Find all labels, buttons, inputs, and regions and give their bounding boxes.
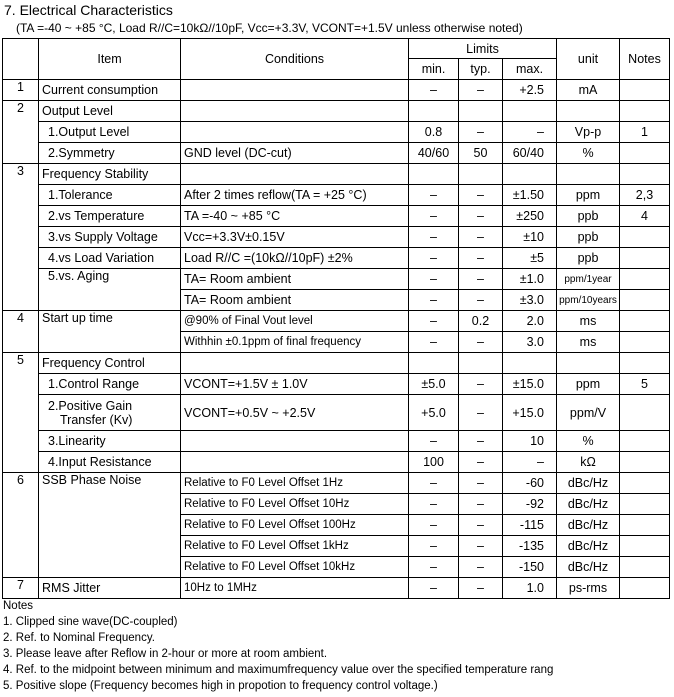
row-conditions [181, 353, 409, 374]
row-min: – [409, 248, 459, 269]
row-number: 7 [3, 578, 39, 599]
row-item [39, 395, 181, 431]
row-item [39, 143, 181, 164]
table-row [3, 122, 670, 143]
table-row [3, 452, 670, 473]
row-typ: – [459, 578, 503, 599]
row-max [503, 353, 557, 374]
row-unit: ppb [557, 227, 620, 248]
row-max: – [503, 122, 557, 143]
row-typ: 0.2 [459, 311, 503, 332]
row-conditions: After 2 times reflow(TA = +25 °C) [181, 185, 409, 206]
row-number: 1 [3, 80, 39, 101]
row-unit: ps-rms [557, 578, 620, 599]
header-max: max. [503, 59, 557, 80]
row-item-label: Output Level [42, 104, 113, 118]
row-conditions [181, 80, 409, 101]
table-row [3, 143, 670, 164]
row-conditions [181, 101, 409, 122]
row-note: 2,3 [620, 185, 670, 206]
row-note: 5 [620, 374, 670, 395]
row-item [39, 185, 181, 206]
table-row [3, 206, 670, 227]
row-item-label: 2.Symmetry [48, 146, 115, 160]
row-min: – [409, 332, 459, 353]
table-row [3, 431, 670, 452]
row-typ: – [459, 374, 503, 395]
row-unit: ppm/1year [557, 269, 620, 290]
row-note [620, 431, 670, 452]
row-conditions: Relative to F0 Level Offset 1Hz [181, 473, 409, 494]
row-item-label: 1.Control Range [48, 377, 140, 391]
row-item-label: 4.vs Load Variation [48, 251, 155, 265]
row-unit: ms [557, 311, 620, 332]
row-max: ±250 [503, 206, 557, 227]
table-row [3, 374, 670, 395]
row-max: +15.0 [503, 395, 557, 431]
row-min: – [409, 431, 459, 452]
table-row [3, 473, 670, 494]
row-max: 2.0 [503, 311, 557, 332]
row-unit: kΩ [557, 452, 620, 473]
row-item [39, 206, 181, 227]
row-item [39, 578, 181, 599]
row-typ [459, 101, 503, 122]
row-note [620, 311, 670, 332]
row-typ: – [459, 248, 503, 269]
row-conditions: TA= Room ambient [181, 290, 409, 311]
row-note [620, 248, 670, 269]
row-unit: ppm/V [557, 395, 620, 431]
row-conditions: Relative to F0 Level Offset 100Hz [181, 515, 409, 536]
row-item-label: 1.Tolerance [48, 188, 113, 202]
row-note [620, 473, 670, 494]
row-item-label: Current consumption [42, 83, 159, 97]
row-typ: – [459, 473, 503, 494]
row-item [39, 473, 181, 578]
row-number: 6 [3, 473, 39, 578]
row-max: 10 [503, 431, 557, 452]
row-min: – [409, 185, 459, 206]
row-note [620, 269, 670, 290]
row-item-label: 4.Input Resistance [48, 455, 152, 469]
row-max [503, 164, 557, 185]
row-min: – [409, 578, 459, 599]
row-item [39, 164, 181, 185]
notes-section [3, 598, 553, 694]
row-max: -60 [503, 473, 557, 494]
table-row [3, 101, 670, 122]
row-max: ±1.0 [503, 269, 557, 290]
row-conditions: Withhin ±0.1ppm of final frequency [181, 332, 409, 353]
row-unit: Vp-p [557, 122, 620, 143]
row-min: 100 [409, 452, 459, 473]
table-row [3, 353, 670, 374]
row-typ: – [459, 515, 503, 536]
row-number: 3 [3, 164, 39, 311]
table-row [3, 311, 670, 332]
row-typ: – [459, 206, 503, 227]
table-row [3, 164, 670, 185]
row-item [39, 122, 181, 143]
row-typ: – [459, 452, 503, 473]
row-note [620, 395, 670, 431]
row-min [409, 101, 459, 122]
row-note: 1 [620, 122, 670, 143]
row-unit: ppm [557, 374, 620, 395]
row-min: 40/60 [409, 143, 459, 164]
row-item-label: SSB Phase Noise [42, 473, 142, 487]
table-row [3, 578, 670, 599]
row-note [620, 227, 670, 248]
row-unit [557, 101, 620, 122]
header-conditions: Conditions [181, 39, 409, 80]
row-min: – [409, 269, 459, 290]
row-min: – [409, 494, 459, 515]
row-conditions: TA= Room ambient [181, 269, 409, 290]
note-item: 4. Ref. to the midpoint between minimum and maximumfrequency value over the specified temperature rang [3, 664, 554, 676]
row-conditions: @90% of Final Vout level [181, 311, 409, 332]
row-conditions [181, 164, 409, 185]
row-max: ±10 [503, 227, 557, 248]
row-number: 2 [3, 101, 39, 164]
row-min: ±5.0 [409, 374, 459, 395]
row-max: ±1.50 [503, 185, 557, 206]
row-min: – [409, 473, 459, 494]
row-conditions [181, 431, 409, 452]
table-row [3, 248, 670, 269]
row-item [39, 353, 181, 374]
row-note: 4 [620, 206, 670, 227]
row-max: +2.5 [503, 80, 557, 101]
row-note [620, 80, 670, 101]
row-min: – [409, 206, 459, 227]
row-max: 3.0 [503, 332, 557, 353]
section-title: 7. Electrical Characteristics [4, 2, 173, 18]
row-item [39, 101, 181, 122]
row-min: – [409, 80, 459, 101]
row-unit: ppb [557, 248, 620, 269]
row-number: 4 [3, 311, 39, 353]
row-conditions: TA =-40 ~ +85 °C [181, 206, 409, 227]
note-item: 5. Positive slope (Frequency becomes high in propotion to frequency control voltage.) [3, 680, 438, 692]
row-item [39, 311, 181, 353]
row-min [409, 164, 459, 185]
row-conditions [181, 122, 409, 143]
row-typ: – [459, 431, 503, 452]
row-typ: – [459, 80, 503, 101]
row-note [620, 101, 670, 122]
row-conditions: 10Hz to 1MHz [181, 578, 409, 599]
row-max [503, 101, 557, 122]
row-item-label: 2.Positive Gain [48, 398, 133, 413]
row-note [620, 578, 670, 599]
row-typ: – [459, 227, 503, 248]
row-conditions [181, 452, 409, 473]
row-unit: dBc/Hz [557, 557, 620, 578]
row-min: – [409, 515, 459, 536]
row-max: -92 [503, 494, 557, 515]
row-number: 5 [3, 353, 39, 473]
row-typ: – [459, 557, 503, 578]
row-max: ±5 [503, 248, 557, 269]
row-typ: – [459, 395, 503, 431]
row-unit: dBc/Hz [557, 536, 620, 557]
row-note [620, 290, 670, 311]
row-typ [459, 164, 503, 185]
row-unit: dBc/Hz [557, 494, 620, 515]
row-min: – [409, 536, 459, 557]
row-item-label: 2.vs Temperature [48, 209, 145, 223]
row-max: -150 [503, 557, 557, 578]
note-item: 2. Ref. to Nominal Frequency. [3, 632, 155, 644]
row-note [620, 515, 670, 536]
row-note [620, 536, 670, 557]
row-min: – [409, 557, 459, 578]
row-note [620, 452, 670, 473]
row-min: – [409, 290, 459, 311]
row-unit: % [557, 143, 620, 164]
row-unit: ms [557, 332, 620, 353]
row-unit: % [557, 431, 620, 452]
row-conditions: Vcc=+3.3V±0.15V [181, 227, 409, 248]
row-unit [557, 353, 620, 374]
row-item-label: Start up time [42, 311, 113, 325]
row-typ: – [459, 269, 503, 290]
row-typ: – [459, 290, 503, 311]
row-item-label: 3.vs Supply Voltage [48, 230, 158, 244]
row-unit: dBc/Hz [557, 515, 620, 536]
note-item: 1. Clipped sine wave(DC-coupled) [3, 616, 178, 628]
row-max: ±15.0 [503, 374, 557, 395]
table-row [3, 395, 670, 431]
table-row [3, 269, 670, 290]
row-unit: ppm/10years [557, 290, 620, 311]
row-note [620, 143, 670, 164]
row-unit: ppm [557, 185, 620, 206]
row-unit: ppb [557, 206, 620, 227]
header-item: Item [39, 39, 181, 80]
row-item-label-continued: Transfer (Kv) [60, 412, 133, 427]
row-conditions: VCONT=+0.5V ~ +2.5V [181, 395, 409, 431]
row-conditions: GND level (DC-cut) [181, 143, 409, 164]
electrical-characteristics-table [2, 38, 670, 599]
note-item: 3. Please leave after Reflow in 2-hour or more at room ambient. [3, 648, 328, 660]
row-typ: – [459, 536, 503, 557]
header-typ: typ. [459, 59, 503, 80]
row-item [39, 248, 181, 269]
row-item-label: 1.Output Level [48, 125, 130, 139]
row-conditions: Relative to F0 Level Offset 1kHz [181, 536, 409, 557]
table-row [3, 227, 670, 248]
row-item-label: RMS Jitter [42, 581, 101, 595]
header-notes: Notes [620, 39, 670, 80]
row-typ [459, 353, 503, 374]
row-unit: mA [557, 80, 620, 101]
row-item [39, 452, 181, 473]
row-item [39, 227, 181, 248]
row-typ: – [459, 185, 503, 206]
row-item-label: Frequency Control [42, 356, 145, 370]
row-unit: dBc/Hz [557, 473, 620, 494]
row-max: 60/40 [503, 143, 557, 164]
row-conditions: Load R//C =(10kΩ//10pF) ±2% [181, 248, 409, 269]
row-item [39, 269, 181, 311]
row-note [620, 494, 670, 515]
row-item-label: 3.Linearity [48, 434, 106, 448]
row-note [620, 332, 670, 353]
row-max: – [503, 452, 557, 473]
row-max: -135 [503, 536, 557, 557]
row-note [620, 353, 670, 374]
row-item [39, 374, 181, 395]
notes-heading: Notes [3, 600, 34, 612]
row-typ: – [459, 332, 503, 353]
table-header-row [3, 39, 670, 59]
row-min: – [409, 311, 459, 332]
row-max: -115 [503, 515, 557, 536]
row-typ: – [459, 122, 503, 143]
row-item-label: Frequency Stability [42, 167, 149, 181]
row-typ: – [459, 494, 503, 515]
row-min: 0.8 [409, 122, 459, 143]
row-min: +5.0 [409, 395, 459, 431]
row-min [409, 353, 459, 374]
section-subtitle: (TA =-40 ~ +85 °C, Load R//C=10kΩ//10pF, Vcc=+3.3V, VCONT=+1.5V unless otherwise noted) [16, 21, 523, 35]
row-conditions: VCONT=+1.5V ± 1.0V [181, 374, 409, 395]
table-row [3, 80, 670, 101]
row-item [39, 431, 181, 452]
row-unit [557, 164, 620, 185]
header-unit: unit [557, 39, 620, 80]
header-min: min. [409, 59, 459, 80]
row-conditions: Relative to F0 Level Offset 10kHz [181, 557, 409, 578]
header-limits: Limits [409, 39, 557, 59]
row-max: ±3.0 [503, 290, 557, 311]
row-note [620, 557, 670, 578]
row-typ: 50 [459, 143, 503, 164]
row-min: – [409, 227, 459, 248]
row-note [620, 164, 670, 185]
row-conditions: Relative to F0 Level Offset 10Hz [181, 494, 409, 515]
row-max: 1.0 [503, 578, 557, 599]
row-item-label: 5.vs. Aging [48, 269, 110, 283]
row-item [39, 80, 181, 101]
table-row [3, 185, 670, 206]
header-number [3, 39, 39, 80]
